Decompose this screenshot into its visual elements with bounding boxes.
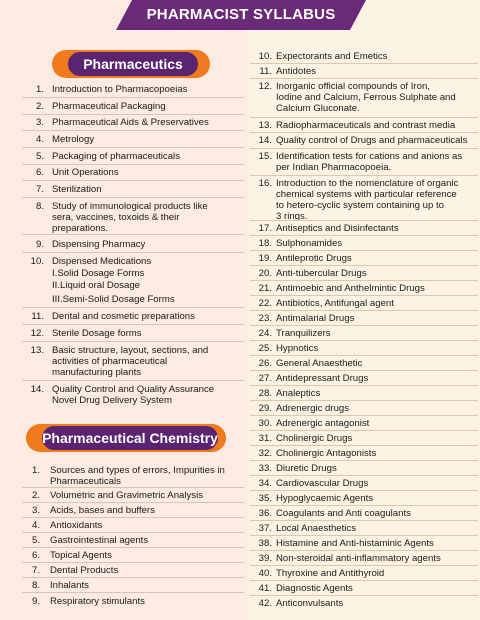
- item-text: Pharmaceutical Aids & Preservatives: [52, 117, 209, 128]
- row-divider: [250, 415, 478, 416]
- item-number: 30.: [258, 418, 272, 429]
- item-text: Local Anaesthetics: [276, 523, 357, 534]
- sub-list-item: I.Solid Dosage Forms: [52, 268, 145, 279]
- row-divider: [250, 235, 478, 236]
- item-number: 37.: [258, 523, 272, 534]
- row-divider: [22, 307, 244, 308]
- item-text: Basic structure, layout, sections, and activities of pharmaceutical manufacturing plants: [52, 345, 209, 378]
- row-divider: [250, 385, 478, 386]
- row-divider: [22, 341, 244, 342]
- item-text: Adrenergic antagonist: [276, 418, 370, 429]
- item-text: Adrenergic drugs: [276, 403, 350, 414]
- item-text: Sources and types of errors, Impurities in Pharmaceuticals: [50, 465, 225, 487]
- item-text: Antileprotic Drugs: [276, 253, 352, 264]
- item-text: Sulphonamides: [276, 238, 343, 249]
- item-number: 39.: [258, 553, 272, 564]
- item-number: 36.: [258, 508, 272, 519]
- row-divider: [250, 295, 478, 296]
- row-divider: [250, 460, 478, 461]
- item-text: Radiopharmaceuticals and contrast media: [276, 120, 456, 131]
- item-text: Hypnotics: [276, 343, 319, 354]
- row-divider: [22, 324, 244, 325]
- item-number: 16.: [258, 178, 272, 189]
- item-number: 38.: [258, 538, 272, 549]
- item-number: 40.: [258, 568, 272, 579]
- item-number: 11.: [259, 66, 272, 77]
- row-divider: [250, 78, 478, 79]
- row-divider: [250, 265, 478, 266]
- item-number: 13.: [30, 345, 44, 356]
- item-number: 35.: [258, 493, 272, 504]
- row-divider: [250, 340, 478, 341]
- item-text: Non-steroidal anti-inflammatory agents: [276, 553, 441, 564]
- item-text: Gastrointestinal agents: [50, 535, 149, 546]
- pharm-chem-heading: Pharmaceutical Chemistry: [42, 426, 218, 450]
- row-divider: [250, 490, 478, 491]
- item-number: 14.: [258, 135, 272, 146]
- item-number: 2.: [35, 101, 44, 112]
- item-number: 17.: [258, 223, 272, 234]
- item-text: Inhalants: [50, 580, 89, 591]
- pharm-chem-heading-pill: [26, 424, 226, 452]
- item-text: Topical Agents: [50, 550, 112, 561]
- item-text: Introduction to Pharmacopoeias: [52, 84, 188, 95]
- item-text: Inorganic official compounds of Iron, Iodine and Calcium, Ferrous Sulphate and Calcium Gluconate.: [276, 81, 456, 114]
- item-text: Unit Operations: [52, 167, 119, 178]
- row-divider: [22, 197, 244, 198]
- item-text: Tranquilizers: [276, 328, 331, 339]
- item-text: Antidotes: [276, 66, 317, 77]
- row-divider: [250, 370, 478, 371]
- item-number: 25.: [258, 343, 272, 354]
- row-divider: [22, 502, 244, 503]
- item-number: 14.: [30, 384, 44, 395]
- item-text: General Anaesthetic: [276, 358, 363, 369]
- item-text: Quality control of Drugs and pharmaceuticals: [276, 135, 468, 146]
- row-divider: [250, 175, 478, 176]
- item-number: 12.: [30, 328, 44, 339]
- row-divider: [250, 310, 478, 311]
- row-divider: [22, 592, 244, 593]
- pharmaceutics-heading-pill: [52, 50, 210, 78]
- item-text: Dental Products: [50, 565, 119, 576]
- item-text: Dispensing Pharmacy: [52, 239, 146, 250]
- item-text: Cholinergic Drugs: [276, 433, 353, 444]
- item-number: 15.: [258, 151, 272, 162]
- item-number: 21.: [258, 283, 272, 294]
- item-text: Antidepressant Drugs: [276, 373, 369, 384]
- row-divider: [22, 577, 244, 578]
- item-text: Antibiotics, Antifungal agent: [276, 298, 394, 309]
- row-divider: [250, 132, 478, 133]
- item-number: 13.: [258, 120, 272, 131]
- item-text: Hypoglycaemic Agents: [276, 493, 374, 504]
- item-text: Cardiovascular Drugs: [276, 478, 369, 489]
- item-number: 10.: [258, 51, 272, 62]
- item-number: 3.: [35, 117, 44, 128]
- sub-list-item: II.Liquid oral Dosage: [52, 280, 140, 291]
- row-divider: [250, 220, 478, 221]
- item-text: Study of immunological products like sera, vaccines, toxoids & their preparations.: [52, 201, 208, 234]
- row-divider: [250, 250, 478, 251]
- row-divider: [22, 252, 244, 253]
- item-text: Introduction to the nomenclature of organic chemical systems with particular reference to hetero-cyclic system containing up to 3 rings.: [276, 178, 459, 222]
- item-number: 29.: [258, 403, 272, 414]
- item-text: Anticonvulsants: [276, 598, 344, 609]
- row-divider: [22, 147, 244, 148]
- item-text: Pharmaceutical Packaging: [52, 101, 166, 112]
- row-divider: [250, 148, 478, 149]
- item-number: 5.: [31, 535, 40, 546]
- row-divider: [250, 580, 478, 581]
- item-number: 4.: [31, 520, 40, 531]
- item-text: Quality Control and Quality Assurance Novel Drug Delivery System: [52, 384, 215, 406]
- pharmaceutics-heading: Pharmaceutics: [68, 52, 198, 76]
- item-text: Antimoebic and Anthelmintic Drugs: [276, 283, 425, 294]
- row-divider: [250, 475, 478, 476]
- item-text: Diagnostic Agents: [276, 583, 353, 594]
- item-number: 6.: [31, 550, 40, 561]
- item-number: 24.: [258, 328, 272, 339]
- item-number: 28.: [258, 388, 272, 399]
- row-divider: [250, 355, 478, 356]
- item-text: Dispensed Medications: [52, 256, 152, 267]
- item-number: 12.: [258, 81, 272, 92]
- item-text: Thyroxine and Antithyroid: [276, 568, 385, 579]
- row-divider: [250, 430, 478, 431]
- item-number: 22.: [258, 298, 272, 309]
- item-text: Anti-tubercular Drugs: [276, 268, 367, 279]
- row-divider: [250, 280, 478, 281]
- item-text: Identification tests for cations and anions as per Indian Pharmacopoeia.: [276, 151, 463, 173]
- item-number: 26.: [258, 358, 272, 369]
- item-number: 20.: [258, 268, 272, 279]
- row-divider: [22, 562, 244, 563]
- item-number: 11.: [31, 311, 44, 322]
- item-text: Cholinergic Antagonists: [276, 448, 377, 459]
- item-text: Antimalarial Drugs: [276, 313, 355, 324]
- row-divider: [22, 234, 244, 235]
- item-number: 5.: [35, 151, 44, 162]
- item-number: 42.: [258, 598, 272, 609]
- row-divider: [250, 520, 478, 521]
- item-number: 19.: [258, 253, 272, 264]
- row-divider: [250, 535, 478, 536]
- item-number: 32.: [258, 448, 272, 459]
- row-divider: [250, 565, 478, 566]
- row-divider: [22, 130, 244, 131]
- row-divider: [22, 180, 244, 181]
- item-number: 6.: [35, 167, 44, 178]
- item-number: 4.: [35, 134, 44, 145]
- item-number: 27.: [258, 373, 272, 384]
- item-number: 41.: [258, 583, 272, 594]
- item-number: 10.: [30, 256, 44, 267]
- item-number: 3.: [31, 505, 40, 516]
- row-divider: [22, 532, 244, 533]
- item-text: Antiseptics and Disinfectants: [276, 223, 399, 234]
- row-divider: [22, 380, 244, 381]
- item-text: Expectorants and Emetics: [276, 51, 388, 62]
- row-divider: [22, 547, 244, 548]
- row-divider: [22, 517, 244, 518]
- row-divider: [22, 164, 244, 165]
- item-number: 1.: [31, 465, 40, 476]
- item-number: 7.: [35, 184, 44, 195]
- item-number: 23.: [258, 313, 272, 324]
- item-number: 34.: [258, 478, 272, 489]
- item-text: Packaging of pharmaceuticals: [52, 151, 180, 162]
- row-divider: [250, 325, 478, 326]
- item-number: 9.: [35, 239, 44, 250]
- row-divider: [250, 117, 478, 118]
- item-text: Histamine and Anti-histaminic Agents: [276, 538, 434, 549]
- item-number: 31.: [258, 433, 272, 444]
- item-text: Acids, bases and buffers: [50, 505, 155, 516]
- row-divider: [250, 505, 478, 506]
- item-text: Sterilization: [52, 184, 102, 195]
- item-number: 8.: [31, 580, 40, 591]
- row-divider: [22, 114, 244, 115]
- item-number: 7.: [31, 565, 40, 576]
- item-text: Sterile Dosage forms: [52, 328, 142, 339]
- row-divider: [250, 63, 478, 64]
- item-text: Coagulants and Anti coagulants: [276, 508, 411, 519]
- item-number: 2.: [31, 490, 40, 501]
- row-divider: [250, 550, 478, 551]
- page-title: PHARMACIST SYLLABUS: [146, 6, 336, 23]
- title-banner: [116, 0, 366, 30]
- item-text: Analeptics: [276, 388, 321, 399]
- row-divider: [250, 400, 478, 401]
- row-divider: [22, 97, 244, 98]
- item-text: Dental and cosmetic preparations: [52, 311, 195, 322]
- item-text: Respiratory stimulants: [50, 596, 145, 607]
- item-text: Diuretic Drugs: [276, 463, 337, 474]
- item-text: Volumetric and Gravimetric Analysis: [50, 490, 204, 501]
- row-divider: [22, 487, 244, 488]
- item-number: 18.: [258, 238, 272, 249]
- item-text: Metrology: [52, 134, 95, 145]
- row-divider: [250, 595, 478, 596]
- item-number: 1.: [35, 84, 44, 95]
- item-number: 8.: [35, 201, 44, 212]
- item-text: Antioxidants: [50, 520, 103, 531]
- sub-list-item: III.Semi-Solid Dosage Forms: [52, 294, 175, 305]
- item-number: 9.: [31, 596, 40, 607]
- item-number: 33.: [258, 463, 272, 474]
- row-divider: [250, 445, 478, 446]
